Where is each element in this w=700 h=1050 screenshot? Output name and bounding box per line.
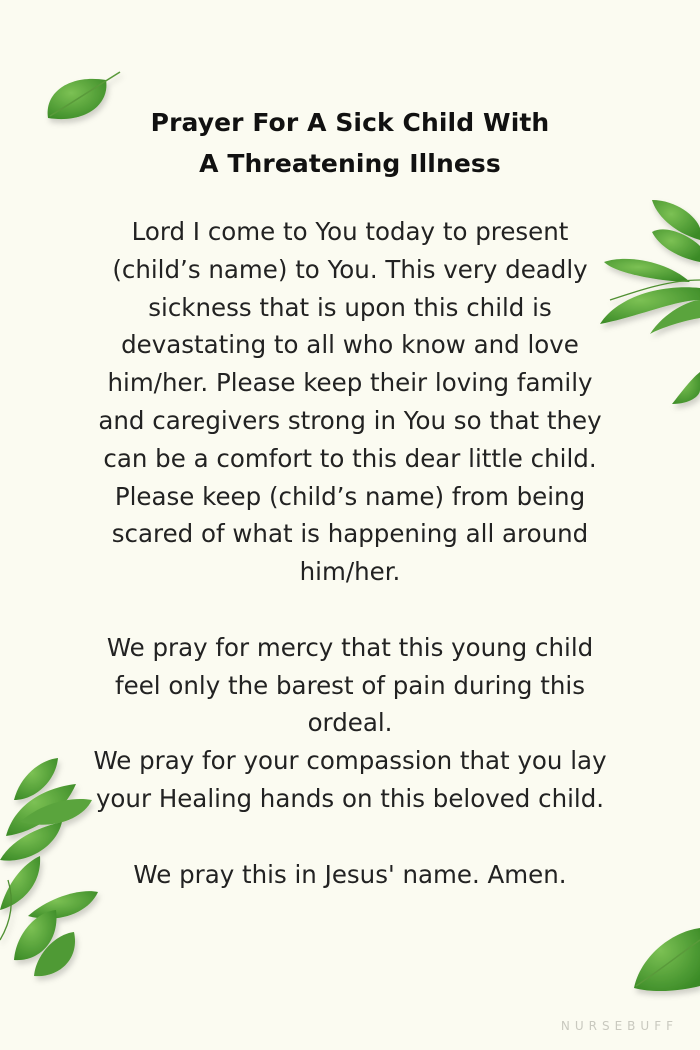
prayer-line: your Healing hands on this beloved child. — [95, 783, 605, 813]
prayer-line: him/her. — [299, 557, 401, 587]
prayer-line: Lord I come to You today to present — [131, 217, 569, 246]
prayer-line: can be a comfort to this dear little child. — [103, 443, 597, 473]
prayer-line: scared of what is happening all around — [111, 519, 589, 549]
prayer-line: (child’s name) to You. This very deadly — [112, 254, 588, 284]
prayer-line: him/her. Please keep their loving family — [107, 368, 593, 398]
prayer-line: devastating to all who know and love — [121, 330, 579, 360]
prayer-line: ordeal. — [307, 708, 393, 738]
brand-watermark: NURSEBUFF — [560, 1019, 678, 1033]
page-title — [0, 102, 700, 184]
prayer-line: Please keep (child’s name) from being — [114, 481, 586, 511]
leaf-icon — [634, 928, 700, 991]
prayer-line: We pray this in Jesus' name. Amen. — [133, 859, 567, 889]
title-line-1: Prayer For A Sick Child With — [150, 108, 550, 137]
paragraph-gap — [80, 818, 620, 856]
prayer-line: and caregivers strong in You so that they — [98, 405, 602, 435]
prayer-text — [80, 213, 620, 893]
prayer-line: We pray for mercy that this young child — [106, 632, 594, 662]
prayer-line: We pray for your compassion that you lay — [93, 746, 607, 776]
paragraph-gap — [80, 591, 620, 629]
prayer-line: sickness that is upon this child is — [148, 292, 552, 322]
title-line-2: A Threatening Illness — [199, 149, 501, 178]
prayer-line: feel only the barest of pain during this — [115, 670, 585, 700]
